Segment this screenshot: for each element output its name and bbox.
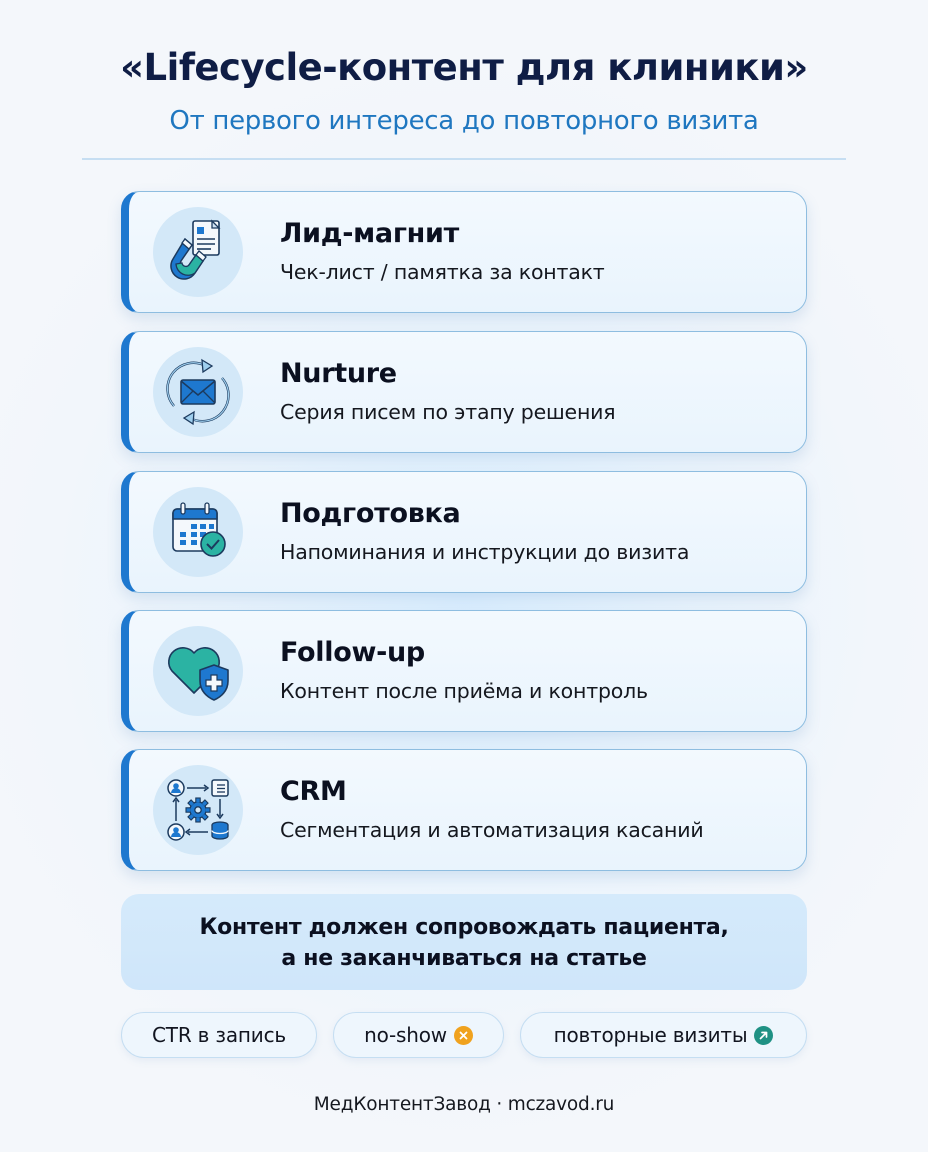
icon-circle <box>153 765 243 855</box>
stage-card-follow-up <box>121 610 807 732</box>
key-message <box>121 894 807 990</box>
stage-title: Лид-магнит <box>280 218 459 249</box>
icon-circle <box>153 347 243 437</box>
metric-label: повторные визиты <box>553 1023 748 1047</box>
stage-title: Follow-up <box>280 637 425 668</box>
icon-circle <box>153 207 243 297</box>
page-title: «Lifecycle-контент для клиники» <box>120 46 808 89</box>
stage-description: Сегментация и автоматизация касаний <box>280 818 704 842</box>
key-message-line-1: Контент должен сопровождать пациента, <box>199 915 729 940</box>
stage-card-preparation <box>121 471 807 593</box>
metric-chip-ctr <box>121 1012 317 1058</box>
metric-chip-repeat-visits <box>520 1012 807 1058</box>
calendar-check-icon <box>163 497 233 567</box>
arrow-up-right-badge-icon <box>754 1026 773 1045</box>
metric-label: CTR в запись <box>152 1023 286 1047</box>
magnet-document-icon <box>163 217 233 287</box>
footer-brand: МедКонтентЗавод · mczavod.ru <box>313 1094 615 1115</box>
metric-chip-no-show <box>333 1012 504 1058</box>
icon-circle <box>153 626 243 716</box>
stage-description: Чек-лист / памятка за контакт <box>280 260 605 284</box>
icon-circle <box>153 487 243 577</box>
stage-card-lead-magnet <box>121 191 807 313</box>
stage-description: Напоминания и инструкции до визита <box>280 540 690 564</box>
stage-title: Nurture <box>280 358 397 389</box>
metric-label: no-show <box>364 1023 447 1047</box>
header-divider <box>82 158 846 160</box>
heart-shield-icon <box>162 635 234 707</box>
stage-description: Серия писем по этапу решения <box>280 400 616 424</box>
stage-card-crm <box>121 749 807 871</box>
stage-title: Подготовка <box>280 498 461 529</box>
stage-title: CRM <box>280 776 347 807</box>
stage-description: Контент после приёма и контроль <box>280 679 648 703</box>
page-subtitle: От первого интереса до повторного визита <box>169 106 759 136</box>
stage-card-nurture <box>121 331 807 453</box>
key-message-line-2: а не заканчиваться на статье <box>281 946 647 971</box>
crm-workflow-icon <box>162 774 234 846</box>
email-cycle-icon <box>162 356 234 428</box>
x-down-badge-icon <box>454 1026 473 1045</box>
